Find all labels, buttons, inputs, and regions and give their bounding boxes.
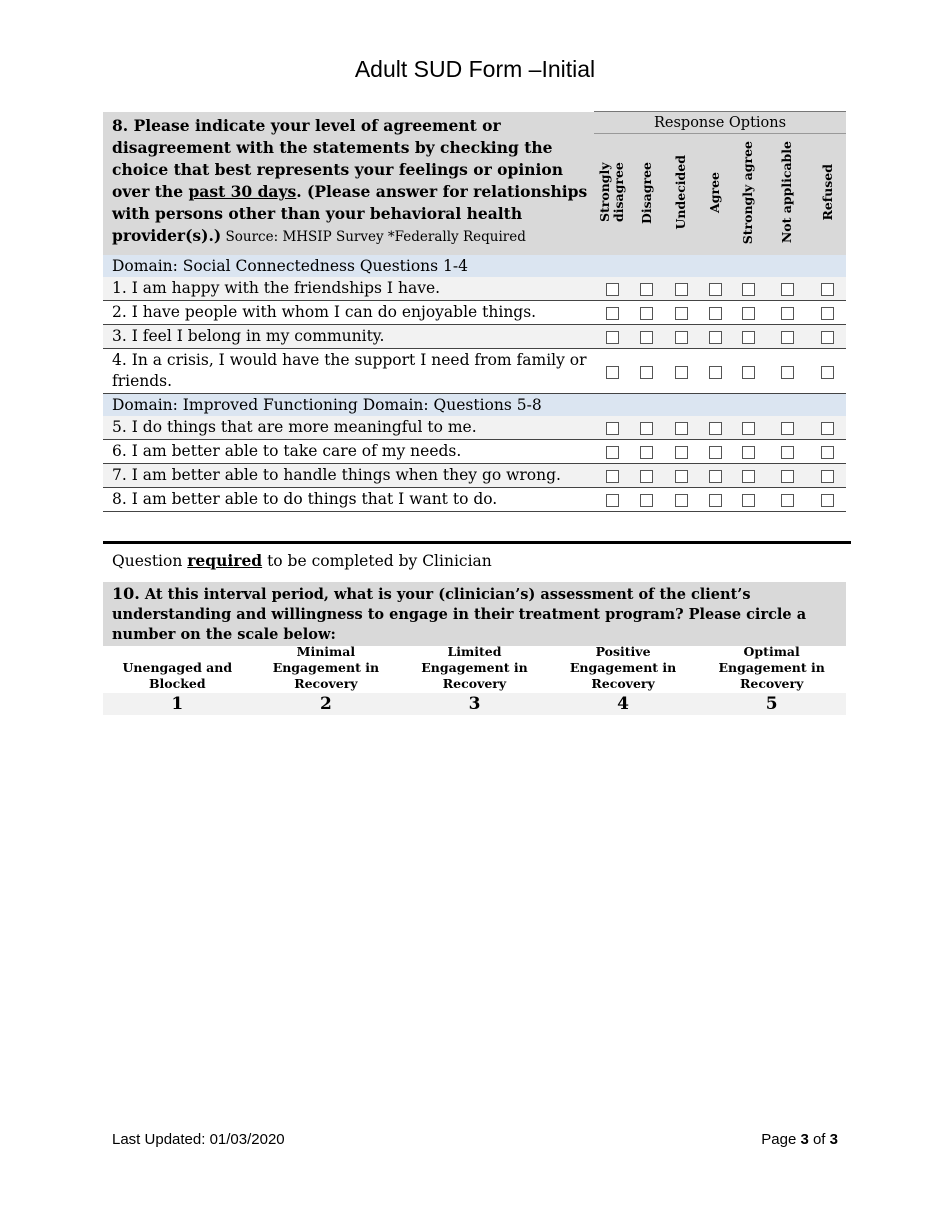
- scale-value[interactable]: 2: [319, 694, 332, 714]
- option-header-agree: Agree: [699, 134, 731, 256]
- item-label: 5. I do things that are more meaningful to me.: [103, 416, 594, 440]
- page-number: Page 3 of 3: [761, 1131, 838, 1148]
- checkbox[interactable]: [709, 331, 722, 344]
- response-options-header: Response Options: [594, 112, 846, 134]
- checkbox[interactable]: [709, 366, 722, 379]
- checkbox[interactable]: [781, 446, 794, 459]
- checkbox[interactable]: [781, 470, 794, 483]
- checkbox[interactable]: [821, 494, 834, 507]
- scale-label: Limited Engagement in Recovery: [421, 644, 528, 691]
- checkbox[interactable]: [606, 446, 619, 459]
- checkbox[interactable]: [606, 494, 619, 507]
- checkbox[interactable]: [675, 366, 688, 379]
- option-header-not-applicable: Not applicable: [765, 134, 809, 256]
- checkbox[interactable]: [781, 366, 794, 379]
- option-header-strongly-agree: Strongly agree: [731, 134, 765, 256]
- checkbox[interactable]: [709, 446, 722, 459]
- scale-value[interactable]: 3: [468, 694, 481, 714]
- option-header-disagree: Disagree: [630, 134, 663, 256]
- scale-label: Minimal Engagement in Recovery: [272, 644, 380, 691]
- table-row: [103, 440, 846, 464]
- checkbox[interactable]: [742, 422, 755, 435]
- checkbox[interactable]: [675, 307, 688, 320]
- table-row: [103, 301, 846, 325]
- scale-value[interactable]: 5: [765, 694, 778, 714]
- source-note: Source: MHSIP Survey *Federally Required: [221, 228, 526, 245]
- checkbox[interactable]: [781, 331, 794, 344]
- checkbox[interactable]: [640, 470, 653, 483]
- item-label: 2. I have people with whom I can do enjoyable things.: [103, 301, 594, 325]
- scale-label: Positive Engagement in Recovery: [569, 644, 677, 691]
- checkbox[interactable]: [781, 283, 794, 296]
- page-title: Adult SUD Form –Initial: [354, 56, 596, 82]
- checkbox[interactable]: [821, 331, 834, 344]
- checkbox[interactable]: [606, 331, 619, 344]
- checkbox[interactable]: [709, 494, 722, 507]
- item-label: 4. In a crisis, I would have the support I need from family or friends.: [103, 349, 594, 394]
- checkbox[interactable]: [742, 446, 755, 459]
- scale-value[interactable]: 1: [171, 694, 184, 714]
- table-row: [103, 488, 846, 512]
- last-updated: Last Updated: 01/03/2020: [112, 1131, 285, 1148]
- checkbox[interactable]: [675, 446, 688, 459]
- domain-header-social: Domain: Social Connectedness Questions 1-4: [103, 255, 846, 277]
- checkbox[interactable]: [709, 307, 722, 320]
- checkbox[interactable]: [640, 366, 653, 379]
- clinician-required-note: Question required to be completed by Clinician: [112, 551, 492, 570]
- checkbox[interactable]: [606, 422, 619, 435]
- checkbox[interactable]: [675, 331, 688, 344]
- checkbox[interactable]: [606, 470, 619, 483]
- checkbox[interactable]: [640, 331, 653, 344]
- checkbox[interactable]: [742, 283, 755, 296]
- checkbox[interactable]: [640, 283, 653, 296]
- item-label: 7. I am better able to handle things when they go wrong.: [103, 464, 594, 488]
- checkbox[interactable]: [781, 494, 794, 507]
- checkbox[interactable]: [675, 283, 688, 296]
- q8-prompt: 8. Please indicate your level of agreement or disagreement with the statements by checking the choice that best represents your feelings or opinion over the past 30 days. (Please answer for relationships with persons other than your behavioral health provider(s).) Source: MHSIP Survey *Federally Required: [103, 112, 594, 256]
- item-label: 8. I am better able to do things that I want to do.: [103, 488, 594, 512]
- checkbox[interactable]: [781, 307, 794, 320]
- checkbox[interactable]: [742, 331, 755, 344]
- checkbox[interactable]: [606, 366, 619, 379]
- q10-prompt: 10. At this interval period, what is your (clinician’s) assessment of the client’s understanding and willingness to engage in their treatment program? Please circle a number on the scale below:: [103, 582, 846, 646]
- checkbox[interactable]: [675, 494, 688, 507]
- checkbox[interactable]: [606, 283, 619, 296]
- item-label: 6. I am better able to take care of my needs.: [103, 440, 594, 464]
- checkbox[interactable]: [742, 494, 755, 507]
- checkbox[interactable]: [821, 283, 834, 296]
- checkbox[interactable]: [821, 470, 834, 483]
- checkbox[interactable]: [640, 446, 653, 459]
- scale-label: Unengaged and Blocked: [122, 660, 233, 691]
- scale-label: Optimal Engagement in Recovery: [718, 644, 825, 691]
- checkbox[interactable]: [821, 307, 834, 320]
- table-row: [103, 349, 846, 394]
- checkbox[interactable]: [709, 470, 722, 483]
- q8-table: [103, 111, 846, 512]
- checkbox[interactable]: [709, 283, 722, 296]
- table-row: [103, 464, 846, 488]
- checkbox[interactable]: [821, 422, 834, 435]
- checkbox[interactable]: [675, 422, 688, 435]
- checkbox[interactable]: [640, 307, 653, 320]
- table-row: [103, 416, 846, 440]
- option-header-refused: Refused: [809, 134, 846, 256]
- checkbox[interactable]: [640, 422, 653, 435]
- checkbox[interactable]: [709, 422, 722, 435]
- option-header-strongly-disagree: Strongly disagree: [594, 134, 630, 256]
- option-header-undecided: Undecided: [663, 134, 699, 256]
- scale-value[interactable]: 4: [617, 694, 629, 714]
- table-row: [103, 325, 846, 349]
- checkbox[interactable]: [742, 470, 755, 483]
- checkbox[interactable]: [606, 307, 619, 320]
- engagement-scale: [103, 643, 846, 715]
- checkbox[interactable]: [742, 366, 755, 379]
- section-divider: [103, 541, 851, 544]
- checkbox[interactable]: [821, 446, 834, 459]
- domain-header-functioning: Domain: Improved Functioning Domain: Questions 5-8: [103, 394, 846, 417]
- table-row: [103, 277, 846, 301]
- checkbox[interactable]: [742, 307, 755, 320]
- item-label: 3. I feel I belong in my community.: [103, 325, 594, 349]
- checkbox[interactable]: [640, 494, 653, 507]
- checkbox[interactable]: [821, 366, 834, 379]
- checkbox[interactable]: [675, 470, 688, 483]
- checkbox[interactable]: [781, 422, 794, 435]
- item-label: 1. I am happy with the friendships I have.: [103, 277, 594, 301]
